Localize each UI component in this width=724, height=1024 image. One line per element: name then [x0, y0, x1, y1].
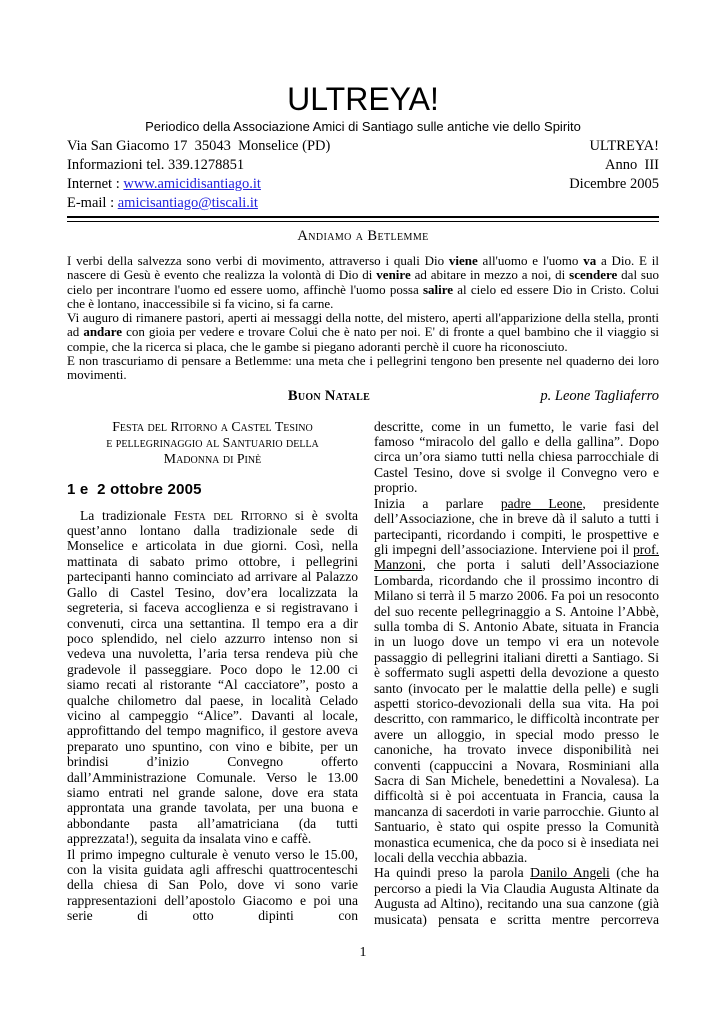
- address-line: Via San Giacomo 17 35043 Monselice (PD): [67, 138, 331, 154]
- article-paragraph: Inizia a parlare padre Leone, presidente dell’Associazione, che in breve dà il saluto a tutti i partecipanti, ricordando i compiti, le prospettive e gli impegni dell’associazione. Interviene poi il prof. Manzoni, che porta i saluti dell’Associazione Lombarda, ricordando che il prossimo incontro di Milano si terrà il 5 marzo 2006. Fa poi un resoconto del suo recente pellegrinaggio a S. Antoine l’Abbè, sulla tomba di S. Antonio Abate, situata in Francia in un luogo dove un tempo vi era un notevole passaggio di pellegrini italiani diretti a Santiago. Si è soffermato sugli aspetti della devozione a questo santo (invocato per le malattie della pelle) e sugli aspetti storico-devozionali della sua vita. Ha poi descritto, con rammarico, le difficoltà incontrate per avere un alloggio, in special modo presso le canoniche, ha trovato invece disponibilità nei conventi (cappuccini a Novara, Rosminiani alla Sacra di San Michele, benedettini a Novalesa). La difficoltà si è poi accentuata in Francia, causa la mancanza di sacerdoti in varie parrocchie. Giunto al Santuario, è stato qui ospite presso la Comunità monastica ecumenica, che da poco si è insediata nei locali della vecchia abbazia.: [374, 495, 659, 866]
- greeting: Buon Natale: [287, 387, 371, 404]
- article-column-left: [67, 419, 358, 927]
- editorial-closing: [67, 388, 659, 405]
- masthead-row: [67, 175, 659, 194]
- issue-date: Dicembre 2005: [569, 176, 659, 192]
- issue-title: ULTREYA!: [589, 138, 659, 154]
- internet-label: Internet :: [67, 176, 124, 192]
- editorial-heading: Andiamo a Betlemme: [297, 228, 429, 244]
- article-paragraph: descritte, come in un fumetto, le varie fasi del famoso “miracolo del gallo e della gallina”. Dopo circa un’ora siamo tutti nella chiesa parrocchiale di Castel Tesino, dove si svolge il Convegno vero e proprio.: [374, 418, 659, 496]
- article-paragraph: Ha quindi preso la parola Danilo Angeli (che ha percorso a piedi la Via Claudia Augusta Altinate da Augusta ad Altino), recitando una sua canzone (già musicata) pensata e scritta mentre percorreva: [374, 865, 659, 927]
- internet-line: [67, 175, 261, 194]
- masthead: [67, 82, 659, 213]
- article-title-line: Madonna di Pinè: [163, 450, 262, 466]
- article-title-line: e pellegrinaggio al Santuario della: [106, 434, 319, 450]
- website-link[interactable]: www.amicidisantiago.it: [123, 176, 261, 192]
- article-title-line: Festa del Ritorno a Castel Tesino: [112, 418, 313, 434]
- editorial-paragraph: Vi auguro di rimanere pastori, aperti ai messaggi della notte, del mistero, aperti all'apparizione della stella, pronti ad andare con gioia per vedere e trovare Colui che è nato per noi. E' di fronte a quel bambino che il viaggio si compie, che la ricerca si placa, che le gambe si piegano adoranti perchè il cuore ha riconosciuto.: [67, 310, 659, 354]
- masthead-details: [67, 137, 659, 213]
- article-column-right: [374, 419, 659, 927]
- page-number: 1: [359, 945, 367, 961]
- subtitle: Periodico della Associazione Amici di Santiago sulle antiche vie dello Spirito: [145, 119, 581, 134]
- article-paragraph: La tradizionale Festa del Ritorno si è svolta quest’anno lontano dalla tradizionale sede di Monselice e articolata in due giorni. Così, nella mattinata di sabato primo ottobre, i pellegrini partecipanti hanno cominciato ad arrivare al Palazzo Gallo di Castel Tesino, dov’era localizzata la segreteria, si faceva accoglienza e si registravano i convenuti, circa una settantina. Il tempo era a dir poco splendido, nel cielo azzurro intenso non si vedeva una nuvoletta, l’aria tersa rendeva più che gradevole il passeggiare. Poco dopo le 12.00 ci siamo recati al ristorante “Al cacciatore”, posto a qualche chilometro dal paese, in località Celado vicino al campeggio “Alice”. Davanti al locale, approfittando del tempo magnifico, il gestore aveva preparato uno spuntino, con vino e bibite, per un brindisi d’inizio Convegno offerto dall’Amministrazione Comunale. Verso le 13.00 siamo entrati nel grande salone, dove era stata approntata una grande tavolata, per una buona e abbondante pasta all’amatriciana (da tutti apprezzata!), seguita da insalata vino e caffè.: [67, 507, 359, 847]
- signature: p. Leone Tagliaferro: [540, 387, 659, 404]
- editorial-paragraph: E non trascuriamo di pensare a Betlemme: una meta che i pellegrini tengono ben presente nel quaderno dei loro movimenti.: [67, 353, 659, 383]
- article-title: [67, 419, 358, 467]
- header-divider: [67, 216, 659, 222]
- article-columns: [67, 419, 659, 927]
- editorial-paragraph: I verbi della salvezza sono verbi di movimento, attraverso i quali Dio viene all'uomo e l'uomo va a Dio. E il nascere di Gesù è evento che realizza la volontà di Dio di venire ad abitare in mezzo a noi, di scendere dal suo cielo per incontrare l'uomo ed essere uomo, affinchè l'uomo possa salire al cielo ed essere Dio in Cristo. Colui che è lontano, inaccessibile si fa vicino, si fa carne.: [67, 253, 659, 311]
- masthead-row: [67, 194, 659, 213]
- page-title: ULTREYA!: [287, 81, 439, 117]
- email-link[interactable]: amicisantiago@tiscali.it: [117, 195, 258, 211]
- masthead-row: [67, 137, 659, 156]
- article-date-heading: 1 e 2 ottobre 2005: [67, 480, 202, 498]
- email-label: E-mail :: [67, 195, 118, 211]
- masthead-row: [67, 156, 659, 175]
- phone-line: Informazioni tel. 339.1278851: [67, 157, 245, 173]
- email-line: [67, 194, 258, 213]
- article-paragraph: Il primo impegno culturale è venuto verso le 15.00, con la visita guidata agli affreschi quattrocenteschi della chiesa di San Polo, dove vi sono varie rappresentazioni dell’apostolo Giacomo e poi una serie di otto dipinti con: [67, 846, 358, 924]
- issue-year: Anno III: [605, 157, 659, 173]
